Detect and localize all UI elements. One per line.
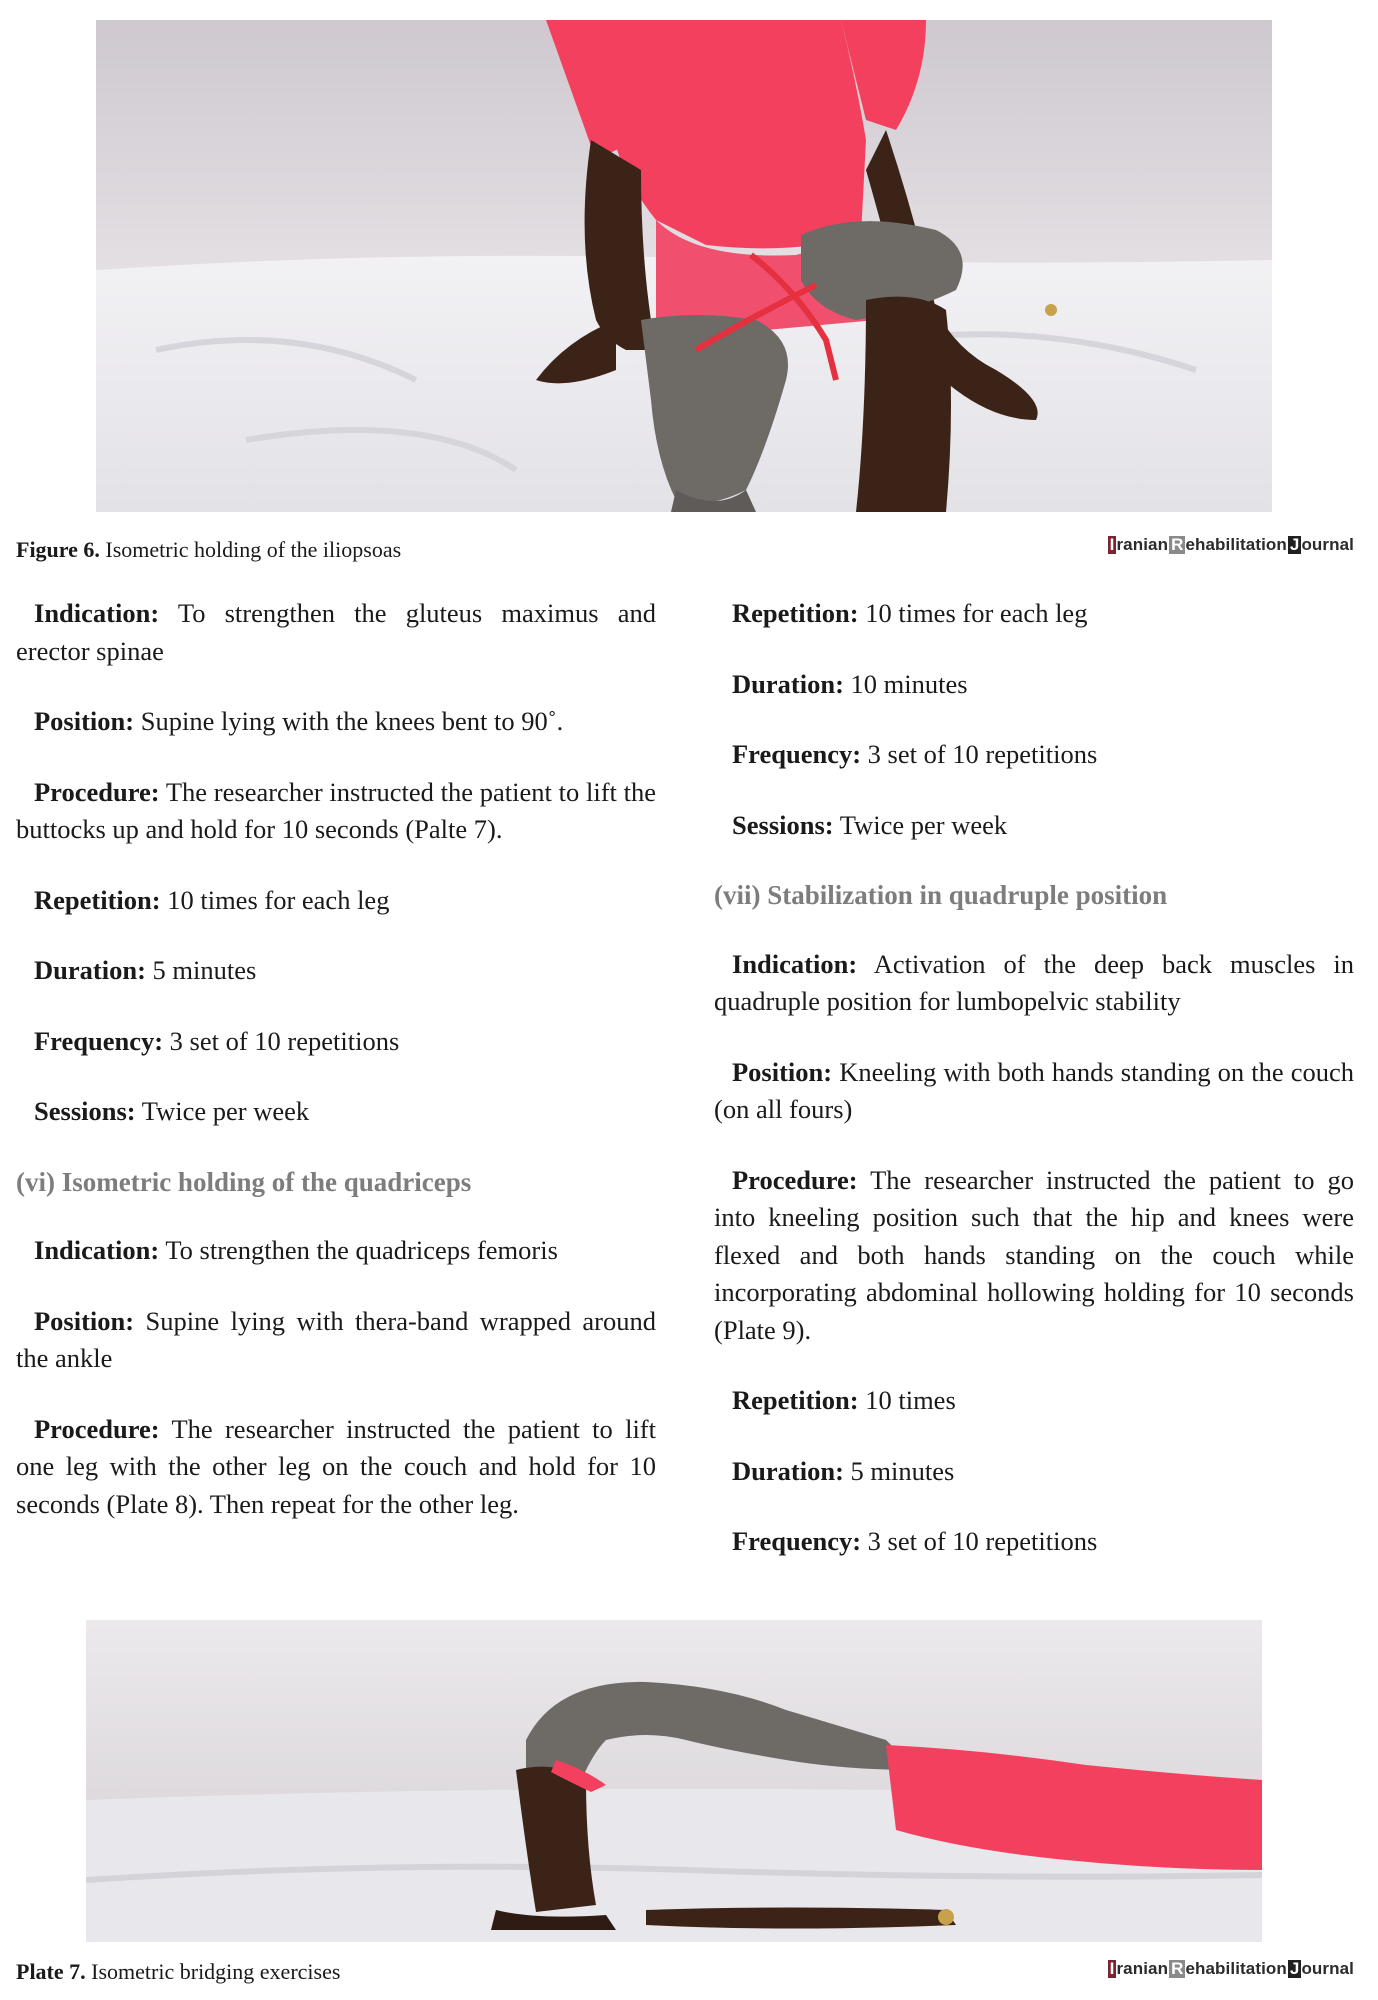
- figure-6-caption-label: Figure 6.: [16, 537, 100, 562]
- paragraph-text: Supine lying with the knees bent to 90˚.: [134, 706, 564, 736]
- paragraph-text: 5 minutes: [843, 1455, 955, 1486]
- paragraph-label: Position:: [732, 1056, 833, 1087]
- paragraph-text: The researcher instructed the patient to lift the buttocks up and hold for 10 seconds (Palte 7).: [16, 776, 656, 844]
- paragraph-label: Indication:: [34, 598, 160, 628]
- plate-7-caption: [16, 1958, 340, 1986]
- paragraph-text: 10 times for each leg: [160, 884, 390, 915]
- paragraph-text: Supine lying with thera-band wrapped around the ankle: [16, 1305, 656, 1373]
- paragraph: [16, 595, 656, 670]
- paragraph-text: 5 minutes: [145, 955, 257, 985]
- logo-word-ournal: ournal: [1301, 535, 1354, 554]
- paragraph: [16, 1411, 656, 1524]
- paragraph-label: Sessions:: [732, 809, 834, 840]
- paragraph: [714, 807, 1354, 845]
- right-column: [714, 595, 1354, 1594]
- logo-initial-r: R: [1171, 535, 1184, 554]
- plate-7-illustration: [86, 1620, 1262, 1942]
- logo-initial-r: R: [1171, 1959, 1184, 1978]
- plate-7-photo: [86, 1620, 1262, 1942]
- paragraph-label: Procedure:: [732, 1164, 858, 1195]
- logo-initial-i: I: [1109, 535, 1115, 554]
- paragraph: [714, 595, 1354, 633]
- paragraph: [714, 1162, 1354, 1350]
- paragraph: [16, 952, 656, 990]
- paragraph-label: Repetition:: [732, 598, 859, 628]
- paragraph-label: Frequency:: [34, 1025, 164, 1056]
- paragraph-label: Repetition:: [34, 884, 161, 915]
- logo-word-ranian: ranian: [1116, 1959, 1169, 1978]
- paragraph-label: Sessions:: [34, 1096, 136, 1126]
- paragraph-label: Duration:: [732, 668, 844, 699]
- paragraph-text: 10 times for each leg: [858, 598, 1088, 628]
- plate-7-caption-label: Plate 7.: [16, 1959, 86, 1984]
- journal-logo: [1107, 535, 1354, 555]
- journal-logo-bottom: [1107, 1959, 1354, 1979]
- figure-6-caption: [16, 536, 401, 564]
- paragraph: [16, 882, 656, 920]
- paragraph-label: Indication:: [732, 948, 858, 979]
- logo-word-ehabilitation: ehabilitation: [1185, 535, 1287, 554]
- paragraph: [714, 666, 1354, 704]
- paragraph-text: To strengthen the gluteus maximus and erector spinae: [16, 598, 656, 666]
- logo-word-ehabilitation: ehabilitation: [1185, 1959, 1287, 1978]
- paragraph: [16, 1093, 656, 1131]
- paragraph-text: Activation of the deep back muscles in quadruple position for lumbopelvic stability: [714, 948, 1354, 1016]
- paragraph-text: 3 set of 10 repetitions: [861, 1526, 1098, 1556]
- logo-word-ranian: ranian: [1116, 535, 1169, 554]
- paragraph-label: Indication:: [34, 1235, 160, 1265]
- paragraph-label: Procedure:: [34, 776, 160, 807]
- left-column: [16, 595, 656, 1556]
- paragraph-text: 3 set of 10 repetitions: [861, 739, 1098, 769]
- figure-6-photo: [96, 20, 1272, 512]
- paragraph: [714, 1523, 1354, 1561]
- paragraph-text: The researcher instructed the patient to lift one leg with the other leg on the couch and hold for 10 seconds (Plate 8). Then repeat for the other leg.: [16, 1413, 656, 1519]
- section-heading: (vii) Stabilization in quadruple position: [714, 880, 1168, 910]
- paragraph-label: Repetition:: [732, 1385, 859, 1415]
- paragraph-label: Frequency:: [732, 1526, 862, 1556]
- paragraph-label: Duration:: [34, 955, 146, 985]
- paragraph: [16, 1303, 656, 1378]
- paragraph-text: 3 set of 10 repetitions: [163, 1025, 400, 1056]
- paragraph-text: The researcher instructed the patient to go into kneeling position such that the hip and knees were flexed and both hands standing on the couch while incorporating abdominal hollowing holding for 10 seconds (Plate 9).: [714, 1164, 1354, 1345]
- paragraph-label: Frequency:: [732, 739, 862, 769]
- paragraph: [16, 774, 656, 849]
- section-heading: (vi) Isometric holding of the quadriceps: [16, 1166, 472, 1197]
- paragraph: [714, 736, 1354, 774]
- paragraph-text: Kneeling with both hands standing on the couch (on all fours): [714, 1056, 1354, 1124]
- paragraph: [714, 1054, 1354, 1129]
- paragraph-label: Procedure:: [34, 1413, 160, 1444]
- paragraph-label: Position:: [34, 706, 135, 736]
- logo-initial-j: J: [1289, 1959, 1300, 1978]
- paragraph: [714, 1453, 1354, 1491]
- paragraph-text: Twice per week: [135, 1096, 310, 1126]
- paragraph-text: 10 times: [858, 1385, 956, 1415]
- paragraph-text: 10 minutes: [843, 668, 968, 699]
- paragraph: [16, 703, 656, 741]
- paragraph: [714, 1382, 1354, 1420]
- paragraph-label: Position:: [34, 1305, 135, 1336]
- paragraph: [16, 1232, 656, 1270]
- figure-6-caption-text: Isometric holding of the iliopsoas: [99, 537, 402, 562]
- paragraph-text: Twice per week: [833, 809, 1008, 840]
- paragraph: [714, 946, 1354, 1021]
- logo-initial-i: I: [1109, 1959, 1115, 1978]
- paragraph: [16, 1023, 656, 1061]
- figure-6-illustration: [96, 20, 1272, 512]
- logo-initial-j: J: [1289, 535, 1300, 554]
- logo-word-ournal: ournal: [1301, 1959, 1354, 1978]
- plate-7-caption-text: Isometric bridging exercises: [85, 1959, 341, 1984]
- paragraph-text: To strengthen the quadriceps femoris: [159, 1235, 558, 1265]
- paragraph-label: Duration:: [732, 1455, 844, 1486]
